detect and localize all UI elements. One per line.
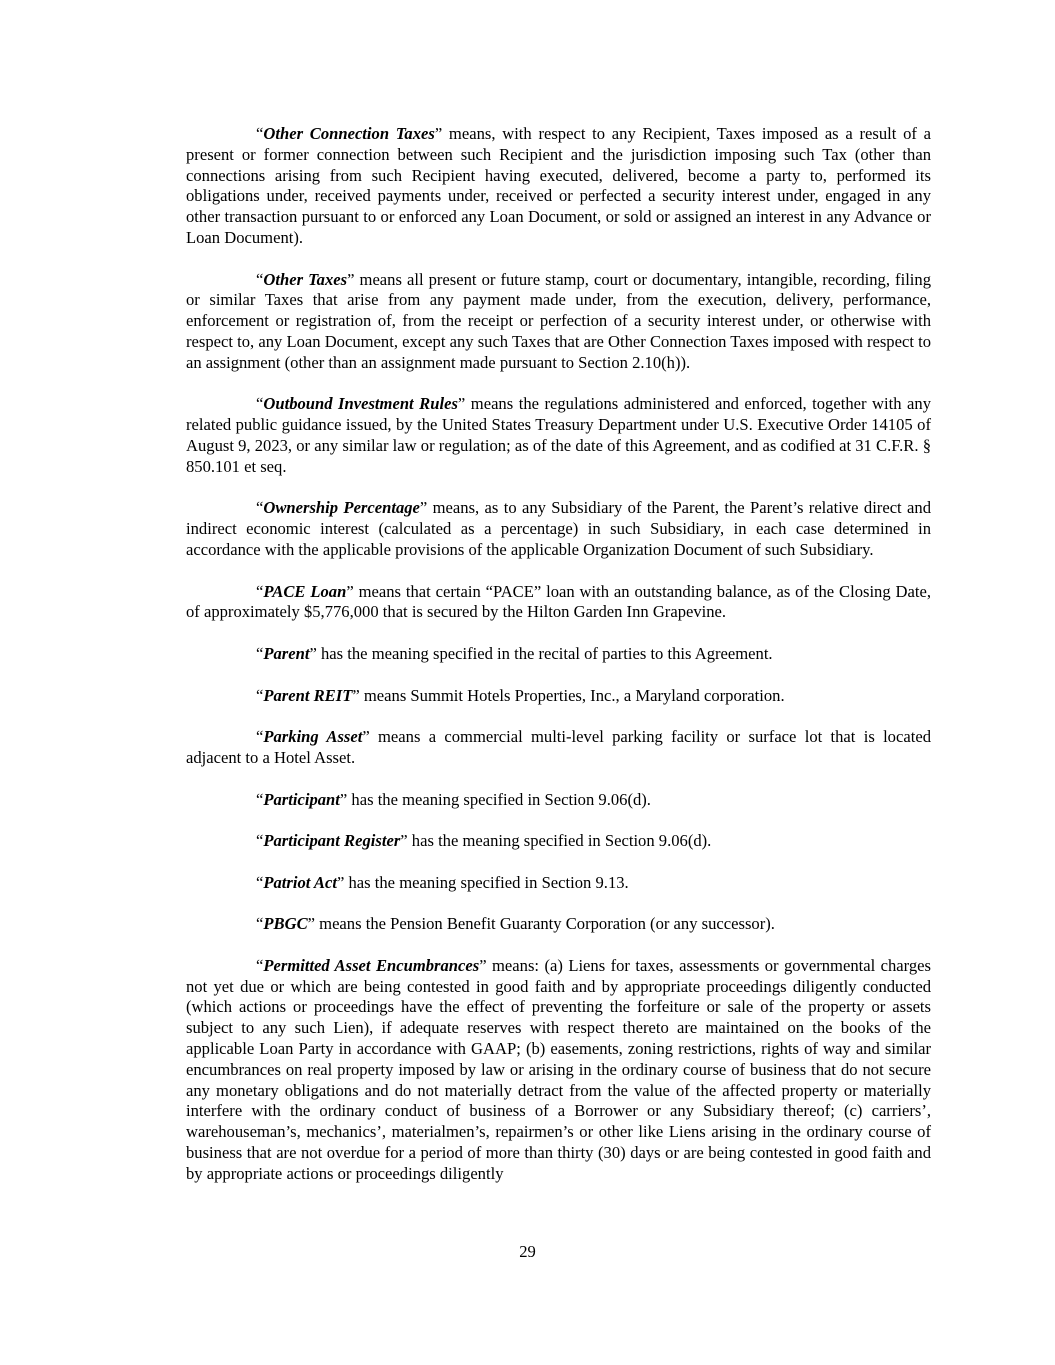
- definition-permitted-asset-encumbrances: “Permitted Asset Encumbrances” means: (a) Liens for taxes, assessments or governmental charges not yet due or which are being contested in good faith and by appropriate proceedings diligently conducted (which actions or proceedings have the effect of preventing the forfeiture or sale of the property or assets subject to any such Lien), if adequate reserves with respect thereto are maintained on the books of the applicable Loan Party in accordance with GAAP; (b) easements, zoning restrictions, rights of way and similar encumbrances on real property imposed by law or arising in the ordinary course of business that do not secure any monetary obligations and do not materially detract from the value of the affected property or materially interfere with the ordinary conduct of business of a Borrower or any Subsidiary thereof; (c) carriers’, warehouseman’s, mechanics’, materialmen’s, repairmen’s or other like Liens arising in the ordinary course of business that are not overdue for a period of more than thirty (30) days or are being contested in good faith and by appropriate actions or proceedings diligently: [186, 955, 932, 1183]
- definitions-list: [186, 124, 931, 1205]
- definition-body: means a commercial multi-level parking facility or surface lot that is located adjacent to a Hotel Asset.: [186, 727, 931, 767]
- definition-outbound-investment-rules: “Outbound Investment Rules” means the regulations administered and enforced, together with any related public guidance issued, by the United States Treasury Department under U.S. Executive Order 14105 of August 9, 2023, or any similar law or regulation; as of the date of this Agreement, and as codified at 31 C.F.R. § 850.101 et seq.: [186, 394, 931, 476]
- definition-term: Ownership Percentage: [263, 498, 420, 518]
- definition-pace-loan: “PACE Loan” means that certain “PACE” loan with an outstanding balance, as of the Closing Date, of approximately $5,776,000 that is secured by the Hilton Garden Inn Grapevine.: [186, 581, 932, 622]
- definition-term: Participant Register: [263, 831, 401, 851]
- definition-term: PBGC: [263, 914, 308, 934]
- definition-body: means that certain “PACE” loan with an outstanding balance, as of the Closing Date, of approximately $5,776,000 that is secured by the Hilton Garden Inn Grapevine.: [186, 581, 932, 622]
- definition-term: Permitted Asset Encumbrances: [263, 955, 480, 975]
- definition-parent-reit: “Parent REIT” means Summit Hotels Properties, Inc., a Maryland corporation.: [256, 685, 785, 705]
- definition-term: Outbound Investment Rules: [263, 394, 458, 414]
- definition-term: PACE Loan: [263, 581, 347, 601]
- definition-body: means, as to any Subsidiary of the Parent, the Parent’s relative direct and indirect economic interest (calculated as a percentage) in such Subsidiary, in each case determined in accordance with the applicable provisions of the applicable Organization Document of such Subsidiary.: [186, 498, 931, 559]
- definition-body: means: (a) Liens for taxes, assessments or governmental charges not yet due or which are being contested in good faith and by appropriate proceedings diligently conducted (which actions or proceedings have the effect of preventing the forfeiture or sale of the property or assets subject to any such Lien), if adequate reserves with respect thereto are maintained on the books of the applicable Loan Party in accordance with GAAP; (b) easements, zoning restrictions, rights of way and similar encumbrances on real property imposed by law or arising in the ordinary course of business that do not secure any monetary obligations and do not materially detract from the value of the affected property or materially interfere with the ordinary conduct of business of a Borrower or any Subsidiary thereof; (c) carriers’, warehouseman’s, mechanics’, materialmen’s, repairmen’s or other like Liens arising in the ordinary course of business that are not overdue for a period of more than thirty (30) days or are being contested in good faith and by appropriate actions or proceedings diligently: [186, 955, 932, 1183]
- definition-patriot-act: “Patriot Act” has the meaning specified in Section 9.13.: [256, 872, 629, 892]
- definition-body: has the meaning specified in Section 9.06(d).: [347, 789, 651, 809]
- definition-body: means the Pension Benefit Guaranty Corporation (or any successor).: [315, 914, 775, 934]
- definition-term: Parent: [263, 643, 310, 663]
- definition-body: has the meaning specified in the recital of parties to this Agreement.: [316, 643, 773, 663]
- definition-body: means the regulations administered and enforced, together with any related public guidance issued, by the United States Treasury Department under U.S. Executive Order 14105 of August 9, 2023, or any similar law or regulation; as of the date of this Agreement, and as codified at 31 C.F.R. § 850.101 et seq.: [186, 394, 931, 476]
- definition-term: Patriot Act: [263, 872, 337, 892]
- definition-other-connection-taxes: “Other Connection Taxes” means, with respect to any Recipient, Taxes imposed as a result of a present or former connection between such Recipient and the jurisdiction imposing such Tax (other than connections arising from such Recipient having executed, delivered, become a party to, performed its obligations under, received payments under, received or perfected a security interest under, engaged in any other transaction pursuant to or enforced any Loan Document, or sold or assigned an interest in any Advance or Loan Document).: [186, 124, 931, 247]
- definition-term: Participant: [263, 789, 340, 809]
- definition-body: means all present or future stamp, court or documentary, intangible, recording, filing or similar Taxes that arise from any payment made under, from the execution, delivery, performance, enforcement or registration of, from the receipt or perfection of a security interest under, or otherwise with respect to, any Loan Document, except any such Taxes that are Other Connection Taxes imposed with respect to an assignment (other than an assignment made pursuant to Section 2.10(h)).: [186, 269, 932, 372]
- definition-participant: “Participant” has the meaning specified in Section 9.06(d).: [256, 789, 651, 809]
- definition-term: Parent REIT: [263, 685, 353, 705]
- definition-other-taxes: “Other Taxes” means all present or future stamp, court or documentary, intangible, recording, filing or similar Taxes that arise from any payment made under, from the execution, delivery, performance, enforcement or registration of, from the receipt or perfection of a security interest under, or otherwise with respect to, any Loan Document, except any such Taxes that are Other Connection Taxes imposed with respect to an assignment (other than an assignment made pursuant to Section 2.10(h)).: [186, 269, 932, 372]
- definition-pbgc: “PBGC” means the Pension Benefit Guaranty Corporation (or any successor).: [256, 914, 775, 934]
- page-number: 29: [519, 1242, 536, 1261]
- definition-body: means Summit Hotels Properties, Inc., a Maryland corporation.: [359, 685, 785, 705]
- definition-participant-register: “Participant Register” has the meaning specified in Section 9.06(d).: [256, 831, 712, 851]
- definition-body: has the meaning specified in Section 9.06(d).: [407, 831, 712, 851]
- definition-parent: “Parent” has the meaning specified in the recital of parties to this Agreement.: [256, 643, 773, 663]
- definition-term: Other Connection Taxes: [263, 124, 435, 143]
- definition-parking-asset: “Parking Asset” means a commercial multi-level parking facility or surface lot that is located adjacent to a Hotel Asset.: [186, 727, 931, 767]
- definition-term: Other Taxes: [263, 269, 348, 289]
- definition-term: Parking Asset: [263, 727, 363, 747]
- definition-body: has the meaning specified in Section 9.13.: [344, 872, 629, 892]
- definition-ownership-percentage: “Ownership Percentage” means, as to any Subsidiary of the Parent, the Parent’s relative direct and indirect economic interest (calculated as a percentage) in such Subsidiary, in each case determined in accordance with the applicable provisions of the applicable Organization Document of such Subsidiary.: [186, 498, 931, 559]
- definition-body: means, with respect to any Recipient, Taxes imposed as a result of a present or former connection between such Recipient and the jurisdiction imposing such Tax (other than connections arising from such Recipient having executed, delivered, become a party to, performed its obligations under, received payments under, received or perfected a security interest under, engaged in any other transaction pursuant to or enforced any Loan Document, or sold or assigned an interest in any Advance or Loan Document).: [186, 124, 931, 247]
